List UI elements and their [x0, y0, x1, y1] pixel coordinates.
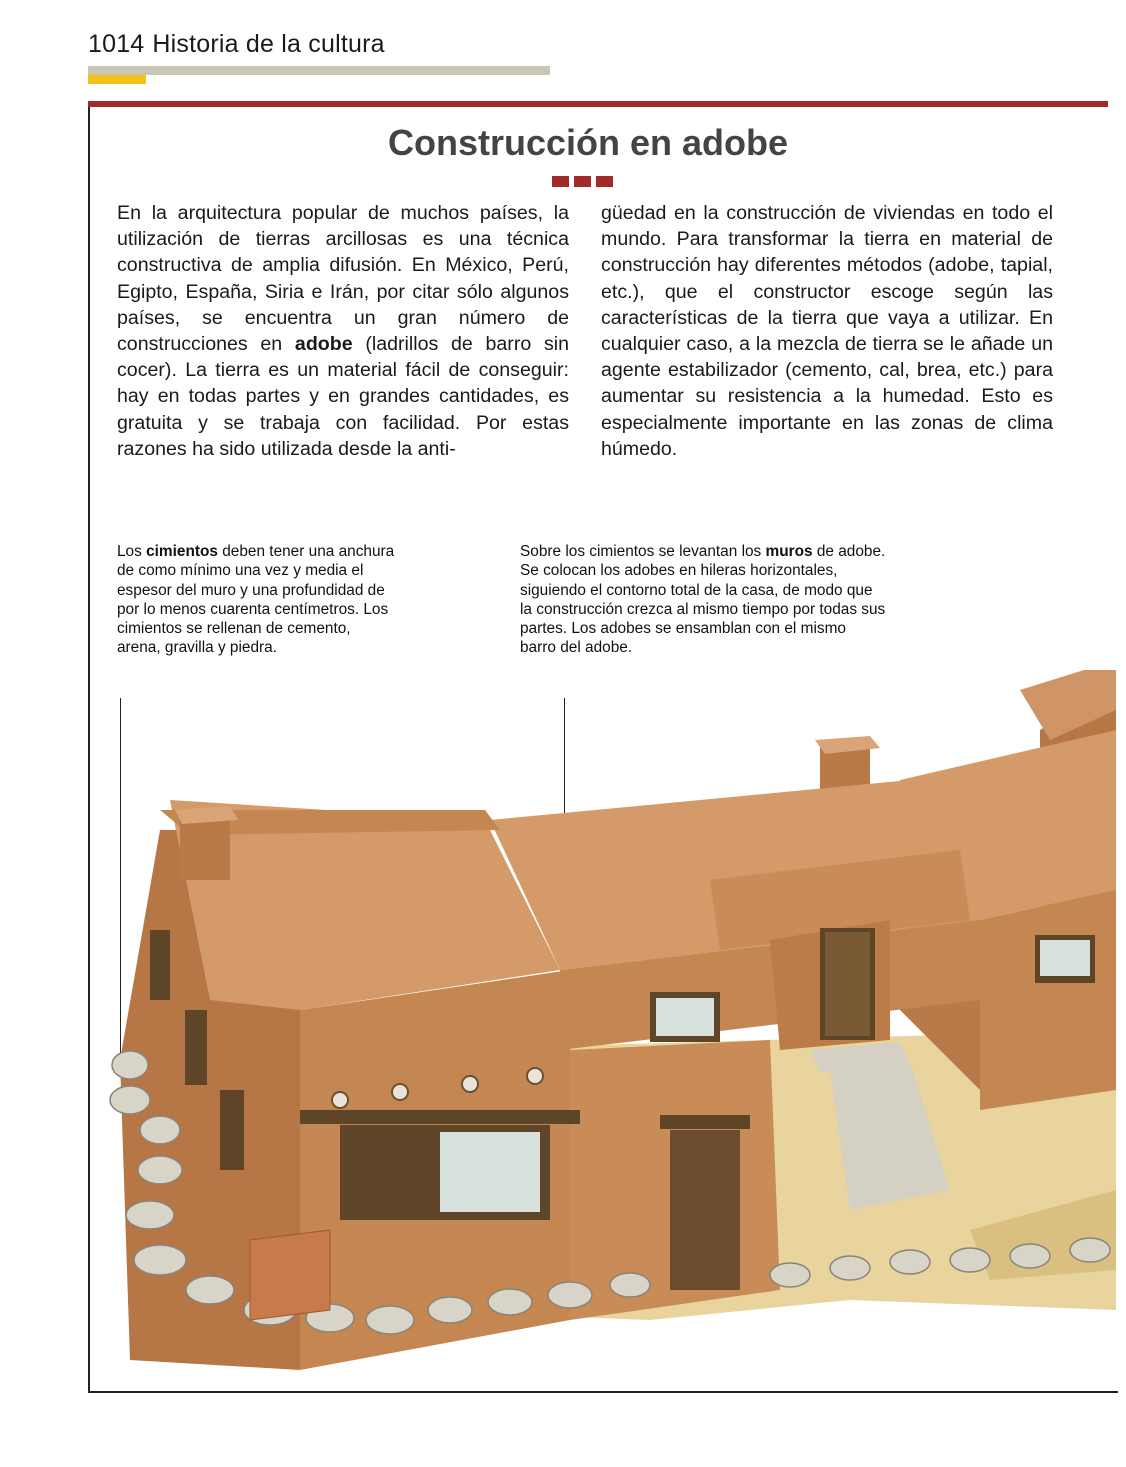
caption-muros: Sobre los cimientos se levantan los muros de adobe. Se colocan los adobes en hileras horizontales, siguiendo el contorno total de la casa, de modo que la construcción crezca al mismo tiempo por todas sus partes. Los adobes se ensamblan con el mismo barro del adobe.: [520, 543, 886, 657]
section-title: Historia de la cultura: [152, 30, 385, 58]
adobe-house-illustration: [90, 670, 1116, 1392]
running-header: [88, 30, 385, 59]
page-number: 1014: [88, 30, 145, 58]
caption-cimientos: Los cimientos deben tener una anchura de como mínimo una vez y media el espesor del muro y una profundidad de por lo menos cuarenta centímetros. Los cimientos se rellenan de cemento, arena, gravilla y piedra.: [117, 543, 395, 657]
intro-column-left: En la arquitectura popular de muchos países, la utilización de tierras arcillosas es una técnica constructiva de amplia difusión. En México, Perú, Egipto, España, Siria e Irán, por citar sólo algunos países, se encuentra un gran número de construcciones en adobe (ladrillos de barro sin cocer). La tierra es un material fácil de conseguir: hay en todas partes y en grandes cantidades, es gratuita y se trabaja con facilidad. Por estas razones ha sido utilizada desde la anti-: [117, 202, 570, 460]
header-bar: [88, 66, 550, 75]
intro-column-right: güedad en la construcción de viviendas en todo el mundo. Para transformar la tierra en material de construcción hay diferentes métodos (adobe, tapial, etc.), que el constructor escoge según las características de la tierra que vaya a utilizar. En cualquier caso, a la mezcla de tierra se le añade un agente estabilizador (cemento, cal, brea, etc.) para aumentar su resistencia a la humedad. Esto es especialmente importante en las zonas de clima húmedo.: [601, 202, 1053, 460]
article-title: Construcción en adobe: [387, 122, 789, 163]
cimientos-keyword: cimientos: [146, 543, 218, 560]
muros-keyword: muros: [765, 543, 813, 560]
header-accent: [88, 75, 146, 84]
adobe-keyword: adobe: [294, 333, 353, 356]
